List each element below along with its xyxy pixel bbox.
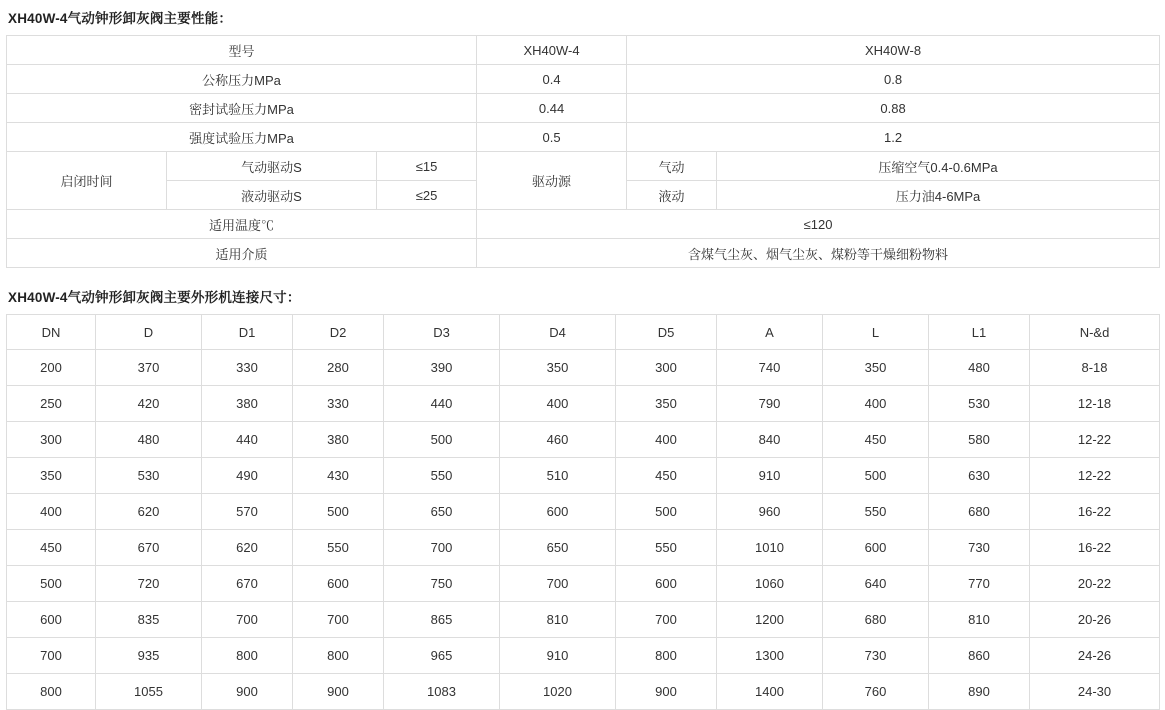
cell-l: 450	[823, 422, 929, 458]
model-value-2: XH40W-8	[627, 36, 1160, 65]
dimension-header-row	[7, 315, 1160, 350]
drive-pneumatic-label: 气动	[627, 152, 717, 181]
cell-d5: 800	[616, 638, 717, 674]
medium-label: 适用介质	[7, 239, 477, 268]
cell-d4: 400	[500, 386, 616, 422]
cell-d: 835	[96, 602, 202, 638]
temperature-label: 适用温度℃	[7, 210, 477, 239]
table-row	[7, 494, 1160, 530]
seal-test-value-1: 0.44	[477, 94, 627, 123]
cell-d4: 910	[500, 638, 616, 674]
cell-nd: 20-22	[1030, 566, 1160, 602]
cell-d1: 330	[202, 350, 293, 386]
cell-l1: 580	[929, 422, 1030, 458]
cell-nd: 8-18	[1030, 350, 1160, 386]
cell-dn: 250	[7, 386, 96, 422]
cell-l1: 680	[929, 494, 1030, 530]
cell-d2: 900	[293, 674, 384, 710]
table-row	[7, 422, 1160, 458]
cell-d4: 700	[500, 566, 616, 602]
table-row	[7, 386, 1160, 422]
cell-l: 500	[823, 458, 929, 494]
nominal-pressure-label: 公称压力MPa	[7, 65, 477, 94]
cell-d: 935	[96, 638, 202, 674]
strength-test-value-1: 0.5	[477, 123, 627, 152]
cell-d4: 350	[500, 350, 616, 386]
cell-l1: 890	[929, 674, 1030, 710]
cell-l: 680	[823, 602, 929, 638]
cell-dn: 800	[7, 674, 96, 710]
cell-d5: 900	[616, 674, 717, 710]
cell-l: 350	[823, 350, 929, 386]
column-header-d: D	[96, 315, 202, 350]
cell-d3: 500	[384, 422, 500, 458]
table-row	[7, 530, 1160, 566]
table-row	[7, 350, 1160, 386]
cell-nd: 16-22	[1030, 530, 1160, 566]
open-close-time-label: 启闭时间	[7, 152, 167, 210]
cell-l1: 860	[929, 638, 1030, 674]
cell-dn: 500	[7, 566, 96, 602]
drive-hydraulic-value: 压力油4-6MPa	[717, 181, 1160, 210]
column-header-d3: D3	[384, 315, 500, 350]
seal-test-value-2: 0.88	[627, 94, 1160, 123]
cell-d3: 700	[384, 530, 500, 566]
cell-a: 1300	[717, 638, 823, 674]
cell-d2: 430	[293, 458, 384, 494]
table-row	[7, 152, 1160, 181]
cell-a: 1010	[717, 530, 823, 566]
cell-d2: 500	[293, 494, 384, 530]
cell-d3: 550	[384, 458, 500, 494]
cell-l1: 630	[929, 458, 1030, 494]
cell-d1: 700	[202, 602, 293, 638]
column-header-d2: D2	[293, 315, 384, 350]
cell-d4: 1020	[500, 674, 616, 710]
column-header-d4: D4	[500, 315, 616, 350]
cell-l1: 770	[929, 566, 1030, 602]
cell-d: 480	[96, 422, 202, 458]
cell-a: 790	[717, 386, 823, 422]
cell-d3: 965	[384, 638, 500, 674]
cell-d: 370	[96, 350, 202, 386]
cell-a: 740	[717, 350, 823, 386]
model-label: 型号	[7, 36, 477, 65]
cell-d3: 750	[384, 566, 500, 602]
table-row	[7, 458, 1160, 494]
cell-d: 420	[96, 386, 202, 422]
cell-d4: 650	[500, 530, 616, 566]
cell-d: 1055	[96, 674, 202, 710]
cell-d5: 400	[616, 422, 717, 458]
cell-d3: 650	[384, 494, 500, 530]
cell-d: 530	[96, 458, 202, 494]
cell-a: 960	[717, 494, 823, 530]
cell-d1: 490	[202, 458, 293, 494]
cell-d2: 600	[293, 566, 384, 602]
cell-nd: 12-22	[1030, 422, 1160, 458]
pneumatic-drive-value: ≤15	[377, 152, 477, 181]
cell-d3: 865	[384, 602, 500, 638]
cell-nd: 12-18	[1030, 386, 1160, 422]
cell-l: 730	[823, 638, 929, 674]
cell-dn: 450	[7, 530, 96, 566]
drive-source-label: 驱动源	[477, 152, 627, 210]
cell-d5: 700	[616, 602, 717, 638]
cell-d3: 1083	[384, 674, 500, 710]
cell-dn: 600	[7, 602, 96, 638]
cell-d4: 460	[500, 422, 616, 458]
strength-test-label: 强度试验压力MPa	[7, 123, 477, 152]
cell-d2: 330	[293, 386, 384, 422]
hydraulic-drive-label: 液动驱动S	[167, 181, 377, 210]
cell-d1: 570	[202, 494, 293, 530]
cell-a: 910	[717, 458, 823, 494]
document-page	[0, 7, 1165, 710]
table-row	[7, 602, 1160, 638]
cell-d: 670	[96, 530, 202, 566]
drive-pneumatic-value: 压缩空气0.4-0.6MPa	[717, 152, 1160, 181]
nominal-pressure-value-1: 0.4	[477, 65, 627, 94]
cell-d5: 350	[616, 386, 717, 422]
cell-d1: 670	[202, 566, 293, 602]
drive-hydraulic-label: 液动	[627, 181, 717, 210]
cell-l1: 480	[929, 350, 1030, 386]
column-header-l1: L1	[929, 315, 1030, 350]
cell-nd: 16-22	[1030, 494, 1160, 530]
strength-test-value-2: 1.2	[627, 123, 1160, 152]
cell-dn: 200	[7, 350, 96, 386]
cell-dn: 400	[7, 494, 96, 530]
cell-l1: 730	[929, 530, 1030, 566]
column-header-d5: D5	[616, 315, 717, 350]
cell-d1: 440	[202, 422, 293, 458]
cell-nd: 24-30	[1030, 674, 1160, 710]
table-row	[7, 94, 1160, 123]
table-row	[7, 65, 1160, 94]
table-row	[7, 638, 1160, 674]
cell-d5: 600	[616, 566, 717, 602]
table-row	[7, 239, 1160, 268]
cell-d3: 390	[384, 350, 500, 386]
cell-d1: 380	[202, 386, 293, 422]
cell-d4: 510	[500, 458, 616, 494]
cell-nd: 24-26	[1030, 638, 1160, 674]
column-header-l: L	[823, 315, 929, 350]
cell-dn: 300	[7, 422, 96, 458]
table-row	[7, 210, 1160, 239]
cell-d2: 800	[293, 638, 384, 674]
table-row	[7, 36, 1160, 65]
cell-l1: 530	[929, 386, 1030, 422]
dimension-section-title: XH40W-4气动钟形卸灰阀主要外形机连接尺寸：	[8, 290, 301, 305]
cell-d: 720	[96, 566, 202, 602]
cell-a: 840	[717, 422, 823, 458]
model-value-1: XH40W-4	[477, 36, 627, 65]
table-row	[7, 566, 1160, 602]
cell-a: 1400	[717, 674, 823, 710]
cell-d2: 280	[293, 350, 384, 386]
cell-d4: 600	[500, 494, 616, 530]
performance-section-title: XH40W-4气动钟形卸灰阀主要性能：	[8, 11, 233, 26]
cell-d5: 550	[616, 530, 717, 566]
pneumatic-drive-label: 气动驱动S	[167, 152, 377, 181]
cell-d1: 620	[202, 530, 293, 566]
table-row	[7, 123, 1160, 152]
performance-table	[6, 35, 1160, 268]
cell-d3: 440	[384, 386, 500, 422]
cell-d4: 810	[500, 602, 616, 638]
cell-d2: 550	[293, 530, 384, 566]
nominal-pressure-value-2: 0.8	[627, 65, 1160, 94]
cell-d5: 300	[616, 350, 717, 386]
column-header-d1: D1	[202, 315, 293, 350]
cell-l: 600	[823, 530, 929, 566]
cell-d1: 800	[202, 638, 293, 674]
column-header-dn: DN	[7, 315, 96, 350]
hydraulic-drive-value: ≤25	[377, 181, 477, 210]
cell-nd: 20-26	[1030, 602, 1160, 638]
cell-d5: 450	[616, 458, 717, 494]
cell-d2: 700	[293, 602, 384, 638]
cell-d2: 380	[293, 422, 384, 458]
column-header-a: A	[717, 315, 823, 350]
cell-dn: 350	[7, 458, 96, 494]
temperature-value: ≤120	[477, 210, 1160, 239]
cell-l: 400	[823, 386, 929, 422]
cell-dn: 700	[7, 638, 96, 674]
dimension-table	[6, 314, 1160, 710]
table-row	[7, 674, 1160, 710]
cell-a: 1060	[717, 566, 823, 602]
cell-d: 620	[96, 494, 202, 530]
column-header-nd: N-&d	[1030, 315, 1160, 350]
cell-d1: 900	[202, 674, 293, 710]
medium-value: 含煤气尘灰、烟气尘灰、煤粉等干燥细粉物料	[477, 239, 1160, 268]
cell-l: 550	[823, 494, 929, 530]
cell-l: 640	[823, 566, 929, 602]
seal-test-label: 密封试验压力MPa	[7, 94, 477, 123]
cell-a: 1200	[717, 602, 823, 638]
cell-nd: 12-22	[1030, 458, 1160, 494]
cell-d5: 500	[616, 494, 717, 530]
cell-l: 760	[823, 674, 929, 710]
cell-l1: 810	[929, 602, 1030, 638]
